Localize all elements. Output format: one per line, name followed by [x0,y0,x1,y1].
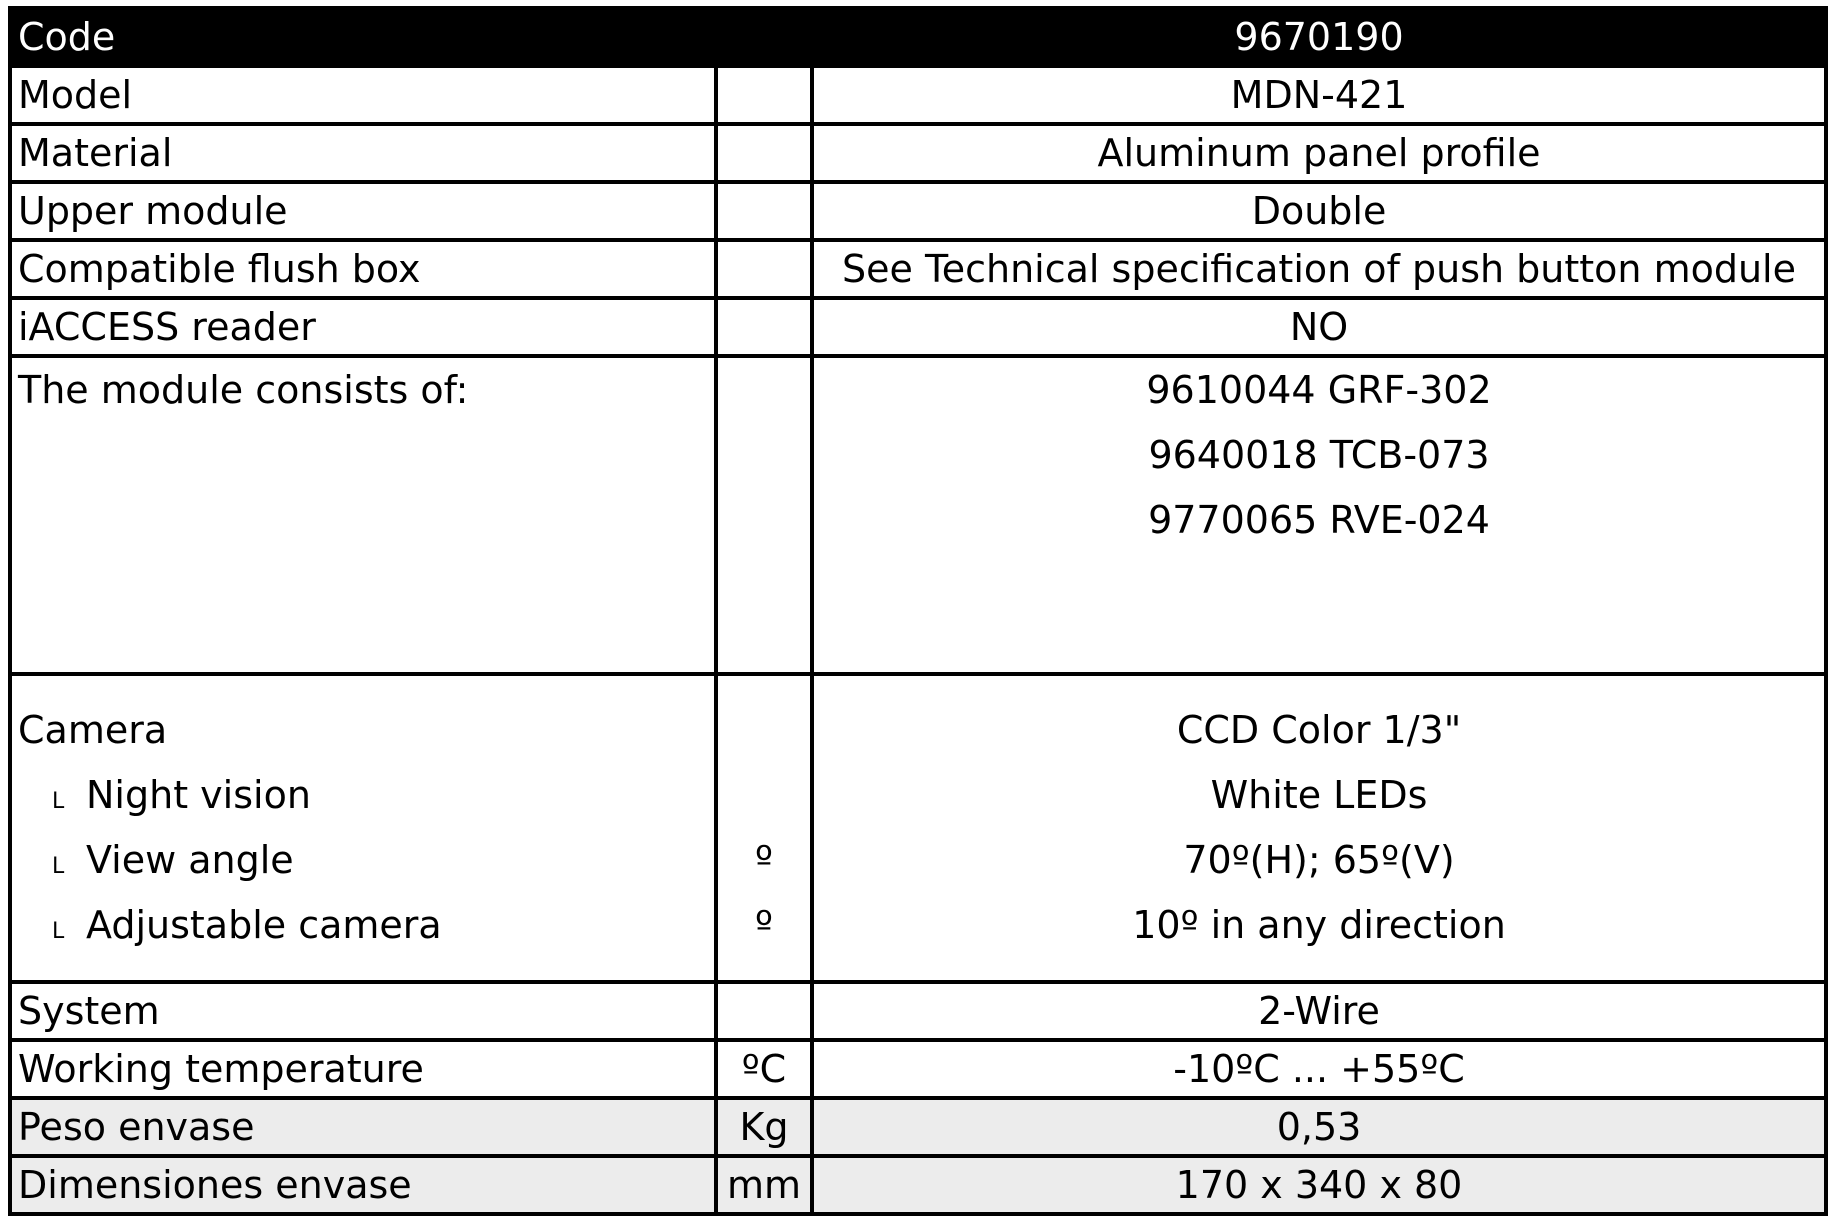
spec-table [8,6,1828,1216]
model-unit [716,66,812,124]
view-angle-unit: º [755,838,773,882]
sub-item-marker: L [52,919,65,944]
adjustable-camera-unit: º [755,903,773,947]
iaccess-row [10,298,1826,356]
material-row [10,124,1826,182]
system-unit [716,982,812,1040]
module-label: The module consists of: [18,368,469,412]
model-value: MDN-421 [812,66,1826,124]
working-temperature-row [10,1040,1826,1098]
module-component: 9610044 GRF-302 [1146,368,1492,412]
camera-values-cell [812,674,1826,982]
code-label: Code [10,8,812,66]
upper-module-unit [716,182,812,240]
dimensiones-envase-unit: mm [716,1156,812,1214]
upper-module-row [10,182,1826,240]
dimensiones-envase-row [10,1156,1826,1214]
upper-module-value: Double [812,182,1826,240]
camera-label: Camera [18,708,168,752]
night-vision-unit [724,763,804,828]
flush-box-unit [716,240,812,298]
system-value: 2-Wire [812,982,1826,1040]
material-value: Aluminum panel profile [812,124,1826,182]
code-value: 9670190 [812,8,1826,66]
model-row [10,66,1826,124]
adjustable-camera-label: Adjustable camera [86,903,442,947]
night-vision-value: White LEDs [1210,773,1428,817]
sub-item-marker: L [52,789,65,814]
working-temperature-unit: ºC [716,1040,812,1098]
dimensiones-envase-value: 170 x 340 x 80 [812,1156,1826,1214]
dimensiones-envase-label: Dimensiones envase [10,1156,716,1214]
camera-sub-line [18,828,708,893]
camera-units-cell [716,674,812,982]
iaccess-label: iACCESS reader [10,298,716,356]
model-label: Model [10,66,716,124]
system-row [10,982,1826,1040]
material-label: Material [10,124,716,182]
peso-envase-unit: Kg [716,1098,812,1156]
camera-row [10,674,1826,982]
iaccess-value: NO [812,298,1826,356]
flush-box-value: See Technical specification of push button module [812,240,1826,298]
working-temperature-value: -10ºC ... +55ºC [812,1040,1826,1098]
peso-envase-value: 0,53 [812,1098,1826,1156]
module-component: 9640018 TCB-073 [1148,433,1490,477]
system-label: System [10,982,716,1040]
module-unit [716,356,812,674]
camera-sub-line [18,763,708,828]
view-angle-value: 70º(H); 65º(V) [1183,838,1455,882]
module-label-cell [10,356,716,674]
module-component: 9770065 RVE-024 [1148,498,1490,542]
code-row [10,8,1826,66]
flush-box-label: Compatible flush box [10,240,716,298]
camera-unit [724,698,804,763]
working-temperature-label: Working temperature [10,1040,716,1098]
upper-module-label: Upper module [10,182,716,240]
material-unit [716,124,812,182]
peso-envase-row [10,1098,1826,1156]
camera-value: CCD Color 1/3" [1176,708,1462,752]
camera-sub-line [18,893,708,958]
view-angle-label: View angle [86,838,294,882]
camera-labels-cell [10,674,716,982]
module-values-cell [812,356,1826,674]
module-row [10,356,1826,674]
flush-box-row [10,240,1826,298]
sub-item-marker: L [52,854,65,879]
iaccess-unit [716,298,812,356]
peso-envase-label: Peso envase [10,1098,716,1156]
adjustable-camera-value: 10º in any direction [1132,903,1506,947]
night-vision-label: Night vision [86,773,311,817]
